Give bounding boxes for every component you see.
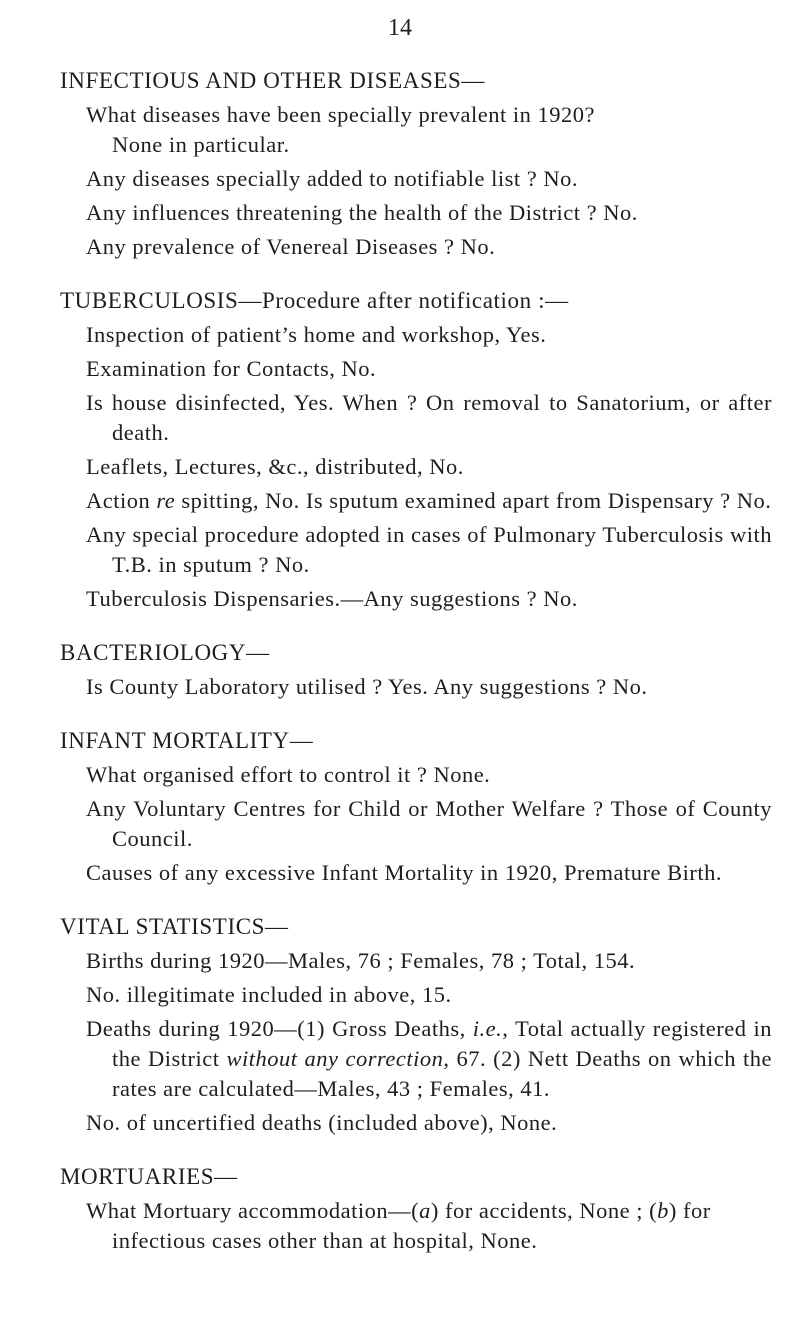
laboratory-item: Is County Laboratory utilised ? Yes. Any suggestions ? No. xyxy=(86,674,648,699)
spitting-re: re xyxy=(156,488,176,513)
uncertified-item: No. of uncertified deaths (included above), None. xyxy=(86,1110,558,1135)
prevalent-question: What diseases have been specially prevalent in 1920? xyxy=(86,102,595,127)
section-infant-mortality xyxy=(60,726,772,888)
section-heading: TUBERCULOSIS—Procedure after notification :— xyxy=(60,288,569,313)
deaths-item xyxy=(86,1014,772,1104)
section-heading: INFECTIOUS AND OTHER DISEASES— xyxy=(60,68,485,93)
page-number: 14 xyxy=(388,15,412,41)
deaths-ie: i.e. xyxy=(472,1016,503,1041)
mortuary-a-text: ) for accidents, None ; ( xyxy=(430,1198,658,1223)
mortuary-b-text: ) for infectious cases other than at hospital, None. xyxy=(112,1198,711,1253)
mortuary-a-label: a xyxy=(419,1198,431,1223)
mortuary-prefix: What Mortuary accommodation—( xyxy=(86,1198,420,1223)
illegitimate-item: No. illegitimate included in above, 15. xyxy=(86,982,452,1007)
deaths-mid: , Total actually registered in the District xyxy=(112,1016,772,1071)
disinfection-item: Is house disinfected, Yes. When ? On removal to Sanatorium, or after death. xyxy=(86,390,772,445)
section-bacteriology xyxy=(60,638,772,702)
section-heading: BACTERIOLOGY— xyxy=(60,640,270,665)
section-tuberculosis xyxy=(60,286,772,614)
section-heading: MORTUARIES— xyxy=(60,1164,238,1189)
deaths-without-correction: without any correction xyxy=(226,1046,444,1071)
mortuary-b-label: b xyxy=(657,1198,669,1223)
deaths-prefix: Deaths during 1920—(1) Gross Deaths, xyxy=(86,1016,473,1041)
special-procedure-item: Any special procedure adopted in cases of Pulmonary Tuberculosis with T.B. in sputum ? No. xyxy=(86,522,772,577)
contacts-item: Examination for Contacts, No. xyxy=(86,356,377,381)
section-heading: VITAL STATISTICS— xyxy=(60,914,289,939)
mortuary-item xyxy=(86,1196,772,1256)
influences-item: Any influences threatening the health of the District ? No. xyxy=(86,200,638,225)
spitting-suffix: spitting, No. Is sputum examined apart from Dispensary ? No. xyxy=(175,488,772,513)
section-mortuaries xyxy=(60,1162,772,1256)
section-heading: INFANT MORTALITY— xyxy=(60,728,314,753)
spitting-prefix: Action xyxy=(86,488,157,513)
organised-effort-item: What organised effort to control it ? None. xyxy=(86,762,491,787)
causes-item: Causes of any excessive Infant Mortality in 1920, Premature Birth. xyxy=(86,860,722,885)
prevalent-answer: None in particular. xyxy=(112,132,290,157)
deaths-suffix: , 67. (2) Nett Deaths on which the rates are calculated—Males, 43 ; Females, 41. xyxy=(112,1046,772,1101)
spitting-item xyxy=(86,486,772,516)
prevalent-diseases-item xyxy=(86,100,772,160)
notifiable-list-item: Any diseases specially added to notifiable list ? No. xyxy=(86,166,579,191)
section-infectious-diseases xyxy=(60,66,772,262)
venereal-item: Any prevalence of Venereal Diseases ? No. xyxy=(86,234,496,259)
voluntary-centres-item: Any Voluntary Centres for Child or Mother Welfare ? Those of County Council. xyxy=(86,796,772,851)
dispensaries-item: Tuberculosis Dispensaries.—Any suggestions ? No. xyxy=(86,586,578,611)
leaflets-item: Leaflets, Lectures, &c., distributed, No. xyxy=(86,454,464,479)
births-item: Births during 1920—Males, 76 ; Females, 78 ; Total, 154. xyxy=(86,948,636,973)
document-body xyxy=(60,66,772,1280)
section-vital-statistics xyxy=(60,912,772,1138)
inspection-item: Inspection of patient’s home and workshop, Yes. xyxy=(86,322,547,347)
